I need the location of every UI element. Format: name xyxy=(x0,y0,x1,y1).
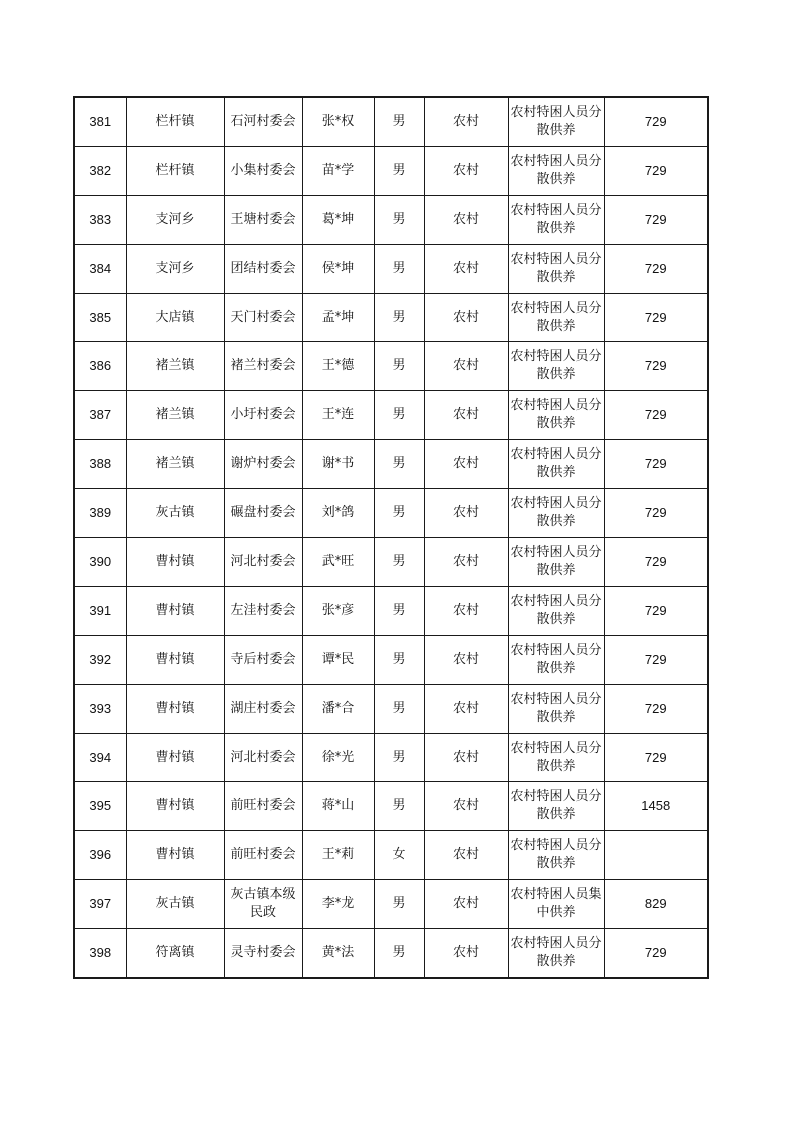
category-cell: 农村特困人员分散供养 xyxy=(508,342,604,391)
category-cell: 农村特困人员分散供养 xyxy=(508,244,604,293)
row-number: 392 xyxy=(74,635,126,684)
name-cell: 王*德 xyxy=(302,342,374,391)
gender-cell: 男 xyxy=(374,929,424,978)
category-cell: 农村特困人员分散供养 xyxy=(508,684,604,733)
town-cell: 栏杆镇 xyxy=(126,97,224,146)
amount-cell: 729 xyxy=(604,489,708,538)
area-cell: 农村 xyxy=(424,293,508,342)
category-cell: 农村特困人员分散供养 xyxy=(508,293,604,342)
town-cell: 符离镇 xyxy=(126,929,224,978)
area-cell: 农村 xyxy=(424,635,508,684)
row-number: 385 xyxy=(74,293,126,342)
table-row xyxy=(74,489,708,538)
category-cell: 农村特困人员分散供养 xyxy=(508,831,604,880)
amount-cell xyxy=(604,831,708,880)
amount-cell: 729 xyxy=(604,195,708,244)
amount-cell: 829 xyxy=(604,880,708,929)
table-body xyxy=(74,97,708,978)
area-cell: 农村 xyxy=(424,489,508,538)
town-cell: 曹村镇 xyxy=(126,538,224,587)
area-cell: 农村 xyxy=(424,880,508,929)
row-number: 394 xyxy=(74,733,126,782)
area-cell: 农村 xyxy=(424,391,508,440)
name-cell: 武*旺 xyxy=(302,538,374,587)
category-cell: 农村特困人员分散供养 xyxy=(508,440,604,489)
amount-cell: 729 xyxy=(604,440,708,489)
row-number: 387 xyxy=(74,391,126,440)
table-row xyxy=(74,880,708,929)
gender-cell: 男 xyxy=(374,97,424,146)
town-cell: 曹村镇 xyxy=(126,684,224,733)
amount-cell: 1458 xyxy=(604,782,708,831)
row-number: 389 xyxy=(74,489,126,538)
area-cell: 农村 xyxy=(424,831,508,880)
row-number: 391 xyxy=(74,586,126,635)
area-cell: 农村 xyxy=(424,538,508,587)
name-cell: 黄*法 xyxy=(302,929,374,978)
category-cell: 农村特困人员分散供养 xyxy=(508,782,604,831)
category-cell: 农村特困人员分散供养 xyxy=(508,146,604,195)
category-cell: 农村特困人员分散供养 xyxy=(508,586,604,635)
table-row xyxy=(74,782,708,831)
amount-cell: 729 xyxy=(604,391,708,440)
row-number: 397 xyxy=(74,880,126,929)
town-cell: 灰古镇 xyxy=(126,880,224,929)
area-cell: 农村 xyxy=(424,97,508,146)
gender-cell: 男 xyxy=(374,195,424,244)
row-number: 381 xyxy=(74,97,126,146)
name-cell: 王*连 xyxy=(302,391,374,440)
village-cell: 河北村委会 xyxy=(224,538,302,587)
village-cell: 团结村委会 xyxy=(224,244,302,293)
amount-cell: 729 xyxy=(604,929,708,978)
amount-cell: 729 xyxy=(604,733,708,782)
town-cell: 褚兰镇 xyxy=(126,342,224,391)
name-cell: 潘*合 xyxy=(302,684,374,733)
village-cell: 河北村委会 xyxy=(224,733,302,782)
name-cell: 苗*学 xyxy=(302,146,374,195)
table-row xyxy=(74,391,708,440)
name-cell: 王*莉 xyxy=(302,831,374,880)
town-cell: 曹村镇 xyxy=(126,635,224,684)
category-cell: 农村特困人员分散供养 xyxy=(508,195,604,244)
table-row xyxy=(74,97,708,146)
area-cell: 农村 xyxy=(424,929,508,978)
name-cell: 张*彦 xyxy=(302,586,374,635)
village-cell: 寺后村委会 xyxy=(224,635,302,684)
area-cell: 农村 xyxy=(424,195,508,244)
name-cell: 谢*书 xyxy=(302,440,374,489)
gender-cell: 男 xyxy=(374,342,424,391)
gender-cell: 男 xyxy=(374,146,424,195)
table-row xyxy=(74,635,708,684)
town-cell: 大店镇 xyxy=(126,293,224,342)
gender-cell: 男 xyxy=(374,391,424,440)
category-cell: 农村特困人员分散供养 xyxy=(508,97,604,146)
row-number: 390 xyxy=(74,538,126,587)
area-cell: 农村 xyxy=(424,342,508,391)
village-cell: 碾盘村委会 xyxy=(224,489,302,538)
gender-cell: 男 xyxy=(374,489,424,538)
gender-cell: 女 xyxy=(374,831,424,880)
table-row xyxy=(74,586,708,635)
amount-cell: 729 xyxy=(604,146,708,195)
area-cell: 农村 xyxy=(424,733,508,782)
town-cell: 支河乡 xyxy=(126,195,224,244)
amount-cell: 729 xyxy=(604,293,708,342)
village-cell: 小圩村委会 xyxy=(224,391,302,440)
row-number: 386 xyxy=(74,342,126,391)
town-cell: 栏杆镇 xyxy=(126,146,224,195)
table-row xyxy=(74,293,708,342)
amount-cell: 729 xyxy=(604,586,708,635)
town-cell: 支河乡 xyxy=(126,244,224,293)
area-cell: 农村 xyxy=(424,684,508,733)
village-cell: 灵寺村委会 xyxy=(224,929,302,978)
village-cell: 前旺村委会 xyxy=(224,831,302,880)
beneficiary-table xyxy=(73,96,709,979)
amount-cell: 729 xyxy=(604,97,708,146)
gender-cell: 男 xyxy=(374,782,424,831)
village-cell: 天门村委会 xyxy=(224,293,302,342)
row-number: 382 xyxy=(74,146,126,195)
gender-cell: 男 xyxy=(374,684,424,733)
village-cell: 王塘村委会 xyxy=(224,195,302,244)
town-cell: 褚兰镇 xyxy=(126,391,224,440)
category-cell: 农村特困人员分散供养 xyxy=(508,929,604,978)
table-row xyxy=(74,342,708,391)
gender-cell: 男 xyxy=(374,635,424,684)
row-number: 395 xyxy=(74,782,126,831)
village-cell: 湖庄村委会 xyxy=(224,684,302,733)
category-cell: 农村特困人员分散供养 xyxy=(508,733,604,782)
table-row xyxy=(74,538,708,587)
name-cell: 徐*光 xyxy=(302,733,374,782)
row-number: 393 xyxy=(74,684,126,733)
row-number: 396 xyxy=(74,831,126,880)
gender-cell: 男 xyxy=(374,244,424,293)
category-cell: 农村特困人员分散供养 xyxy=(508,489,604,538)
amount-cell: 729 xyxy=(604,342,708,391)
row-number: 398 xyxy=(74,929,126,978)
name-cell: 刘*鸽 xyxy=(302,489,374,538)
table-row xyxy=(74,440,708,489)
village-cell: 前旺村委会 xyxy=(224,782,302,831)
name-cell: 蒋*山 xyxy=(302,782,374,831)
village-cell: 石河村委会 xyxy=(224,97,302,146)
name-cell: 张*权 xyxy=(302,97,374,146)
area-cell: 农村 xyxy=(424,586,508,635)
gender-cell: 男 xyxy=(374,440,424,489)
row-number: 388 xyxy=(74,440,126,489)
name-cell: 孟*坤 xyxy=(302,293,374,342)
area-cell: 农村 xyxy=(424,146,508,195)
town-cell: 褚兰镇 xyxy=(126,440,224,489)
amount-cell: 729 xyxy=(604,538,708,587)
table-row xyxy=(74,146,708,195)
area-cell: 农村 xyxy=(424,244,508,293)
name-cell: 谭*民 xyxy=(302,635,374,684)
town-cell: 曹村镇 xyxy=(126,586,224,635)
table-row xyxy=(74,929,708,978)
gender-cell: 男 xyxy=(374,586,424,635)
town-cell: 灰古镇 xyxy=(126,489,224,538)
gender-cell: 男 xyxy=(374,880,424,929)
category-cell: 农村特困人员分散供养 xyxy=(508,538,604,587)
name-cell: 李*龙 xyxy=(302,880,374,929)
town-cell: 曹村镇 xyxy=(126,831,224,880)
table-row xyxy=(74,684,708,733)
village-cell: 谢炉村委会 xyxy=(224,440,302,489)
town-cell: 曹村镇 xyxy=(126,782,224,831)
amount-cell: 729 xyxy=(604,635,708,684)
gender-cell: 男 xyxy=(374,733,424,782)
name-cell: 葛*坤 xyxy=(302,195,374,244)
amount-cell: 729 xyxy=(604,684,708,733)
amount-cell: 729 xyxy=(604,244,708,293)
village-cell: 褚兰村委会 xyxy=(224,342,302,391)
category-cell: 农村特困人员集中供养 xyxy=(508,880,604,929)
village-cell: 左洼村委会 xyxy=(224,586,302,635)
village-cell: 小集村委会 xyxy=(224,146,302,195)
village-cell: 灰古镇本级民政 xyxy=(224,880,302,929)
area-cell: 农村 xyxy=(424,782,508,831)
table-row xyxy=(74,195,708,244)
town-cell: 曹村镇 xyxy=(126,733,224,782)
name-cell: 侯*坤 xyxy=(302,244,374,293)
gender-cell: 男 xyxy=(374,293,424,342)
table-row xyxy=(74,831,708,880)
table-row xyxy=(74,244,708,293)
category-cell: 农村特困人员分散供养 xyxy=(508,635,604,684)
gender-cell: 男 xyxy=(374,538,424,587)
area-cell: 农村 xyxy=(424,440,508,489)
row-number: 383 xyxy=(74,195,126,244)
row-number: 384 xyxy=(74,244,126,293)
table-row xyxy=(74,733,708,782)
category-cell: 农村特困人员分散供养 xyxy=(508,391,604,440)
